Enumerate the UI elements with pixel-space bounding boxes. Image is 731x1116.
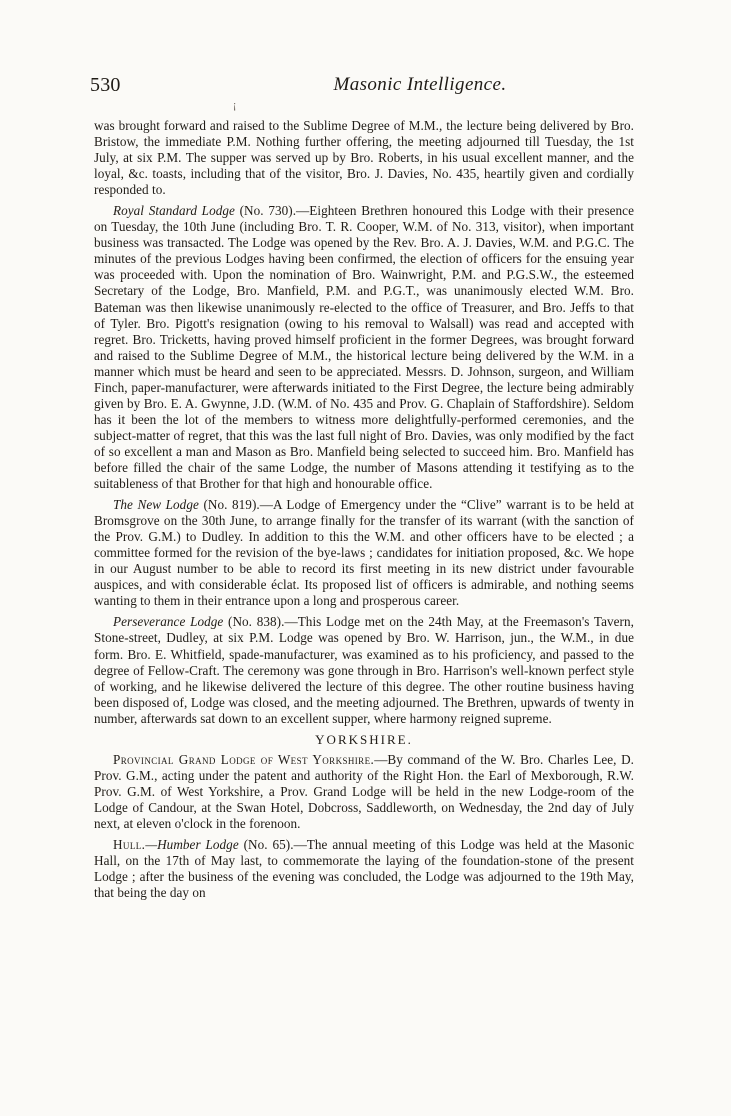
paragraph-text: —By command of the W. Bro. Charles Lee, D. Prov. G.M., acting under the patent and authority of the Right Hon. the Earl of Mexborough, R.W. Prov. G.M. of West Yorkshire, a Prov. Grand Lodge will be held in the new Lodge-room of the Lodge of Candour, at the Swan Hotel, Dobcross, Saddleworth, on Wednesday, the 2nd day of July next, at eleven o'clock in the forenoon.	[94, 751, 635, 831]
paragraph-royal-standard-lodge	[94, 203, 634, 492]
article-body	[94, 118, 634, 906]
place-name: Hull.	[113, 836, 146, 852]
paragraph-text: was brought forward and raised to the Sublime Degree of M.M., the lecture being delivered by Bro. Bristow, the immediate P.M. Nothing further offering, the meeting adjourned till Tuesday, the 1st July, at six P.M. The supper was served up by Bro. Roberts, in his usual excellent manner, and the loyal, &c. toasts, including that of the visitor, Bro. J. Davies, No. 435, heartily given and cordially responded to.	[94, 118, 634, 198]
paragraph-hull-humber-lodge	[94, 837, 634, 901]
lodge-name: Perseverance Lodge	[113, 614, 224, 630]
lodge-name: The New Lodge	[113, 497, 199, 513]
paragraph-perseverance-lodge	[94, 614, 634, 726]
paragraph-new-lodge	[94, 497, 634, 609]
paragraph-text: (No. 730).—Eighteen Brethren honoured this Lodge with their presence on Tuesday, the 10th June (including Bro. T. R. Cooper, W.M. of No. 313, visitor), when important business was transacted. The Lodge was opened by the Rev. Bro. A. J. Davies, W.M. and P.G.C. The minutes of the previous Lodges having been confirmed, the election of officers for the ensuing year was proceeded with. Upon the nomination of Bro. Wainwright, P.M. and P.G.S.W., the esteemed Secretary of the Lodge, Bro. Manfield, P.M. and P.G.T., was unanimously elected W.M. Bro. Bateman was then likewise unanimously re-elected to the office of Treasurer, and Bro. Jeffs to that of Tyler. Bro. Pigott's resignation (owing to his removal to Walsall) was read and accepted with regret. Bro. Tricketts, having proved himself proficient in the former Degrees, was brought forward and raised to the Sublime Degree of M.M., the historical lecture being delivered by the W.M. in a manner which must be heard and seen to be appreciated. Messrs. D. Johnson, surgeon, and William Finch, paper-manufacturer, were afterwards initiated to the First Degree, the lecture being admirably given by Bro. E. A. Gwynne, J.D. (W.M. of No. 435 and Prov. G. Chaplain of Staffordshire). Seldom has it been the lot of the members to witness more delightfully-performed ceremonies, and the subject-matter of regret, that this was the last full night of Bro. Davies, was only modified by the fact of so excellent a man and Mason as Bro. Manfield being selected to succeed him. Bro. Manfield has before filled the chair of the same Lodge, the number of Masons attending it testifying as to the suitableness of that Brother for that high and honourable office.	[94, 203, 634, 492]
paragraph-continuation	[94, 118, 634, 198]
running-title: Masonic Intelligence.	[333, 74, 507, 95]
provincial-lodge-title: Provincial Grand Lodge of West Yorkshire.	[113, 751, 375, 767]
lodge-name: —Humber Lodge	[145, 836, 239, 852]
paragraph-text: (No. 65).—The annual meeting of this Lodge was held at the Masonic Hall, on the 17th of May last, to commemorate the laying of the foundation-stone of the present Lodge ; after the business of the evening was concluded, the Lodge was adjourned to the 19th May, that being the day on	[94, 836, 634, 901]
page-header	[90, 74, 636, 102]
lodge-name: Royal Standard Lodge	[113, 203, 235, 219]
section-heading-yorkshire: YORKSHIRE.	[315, 731, 413, 747]
margin-mark: ¡	[233, 100, 237, 111]
paragraph-text: (No. 819).—A Lodge of Emergency under the “Clive” warrant is to be held at Bromsgrove on the 30th June, to arrange finally for the transfer of its warrant (with the sanction of the Prov. G.M.) to Dudley. In addition to this the W.M. and other officers have to be elected ; a committee formed for the revision of the bye-laws ; candidates for initiation proposed, &c. We hope in our August number to be able to record its first meeting in its new district under favourable auspices, and with considerable éclat. Its proposed list of officers is admirable, and nothing seems wanting to them in their entrance upon a long and prosperous career.	[94, 497, 634, 609]
paragraph-text: (No. 838).—This Lodge met on the 24th May, at the Freemason's Tavern, Stone-street, Dudley, at six P.M. Lodge was opened by Bro. W. Harrison, jun., the W.M., in due form. Bro. E. Whitfield, spade-manufacturer, was examined as to his proficiency, and passed to the degree of Fellow-Craft. The ceremony was gone through in Bro. Harrison's well-known perfect style of working, and he likewise delivered the lecture of this degree. The other routine business having been disposed of, Lodge was closed, and the meeting adjourned. The Brethren, upwards of twenty in number, afterwards sat down to an excellent supper, where harmony reigned supreme.	[94, 614, 634, 726]
page-number: 530	[90, 74, 121, 96]
paragraph-provincial-grand-lodge	[94, 752, 634, 832]
